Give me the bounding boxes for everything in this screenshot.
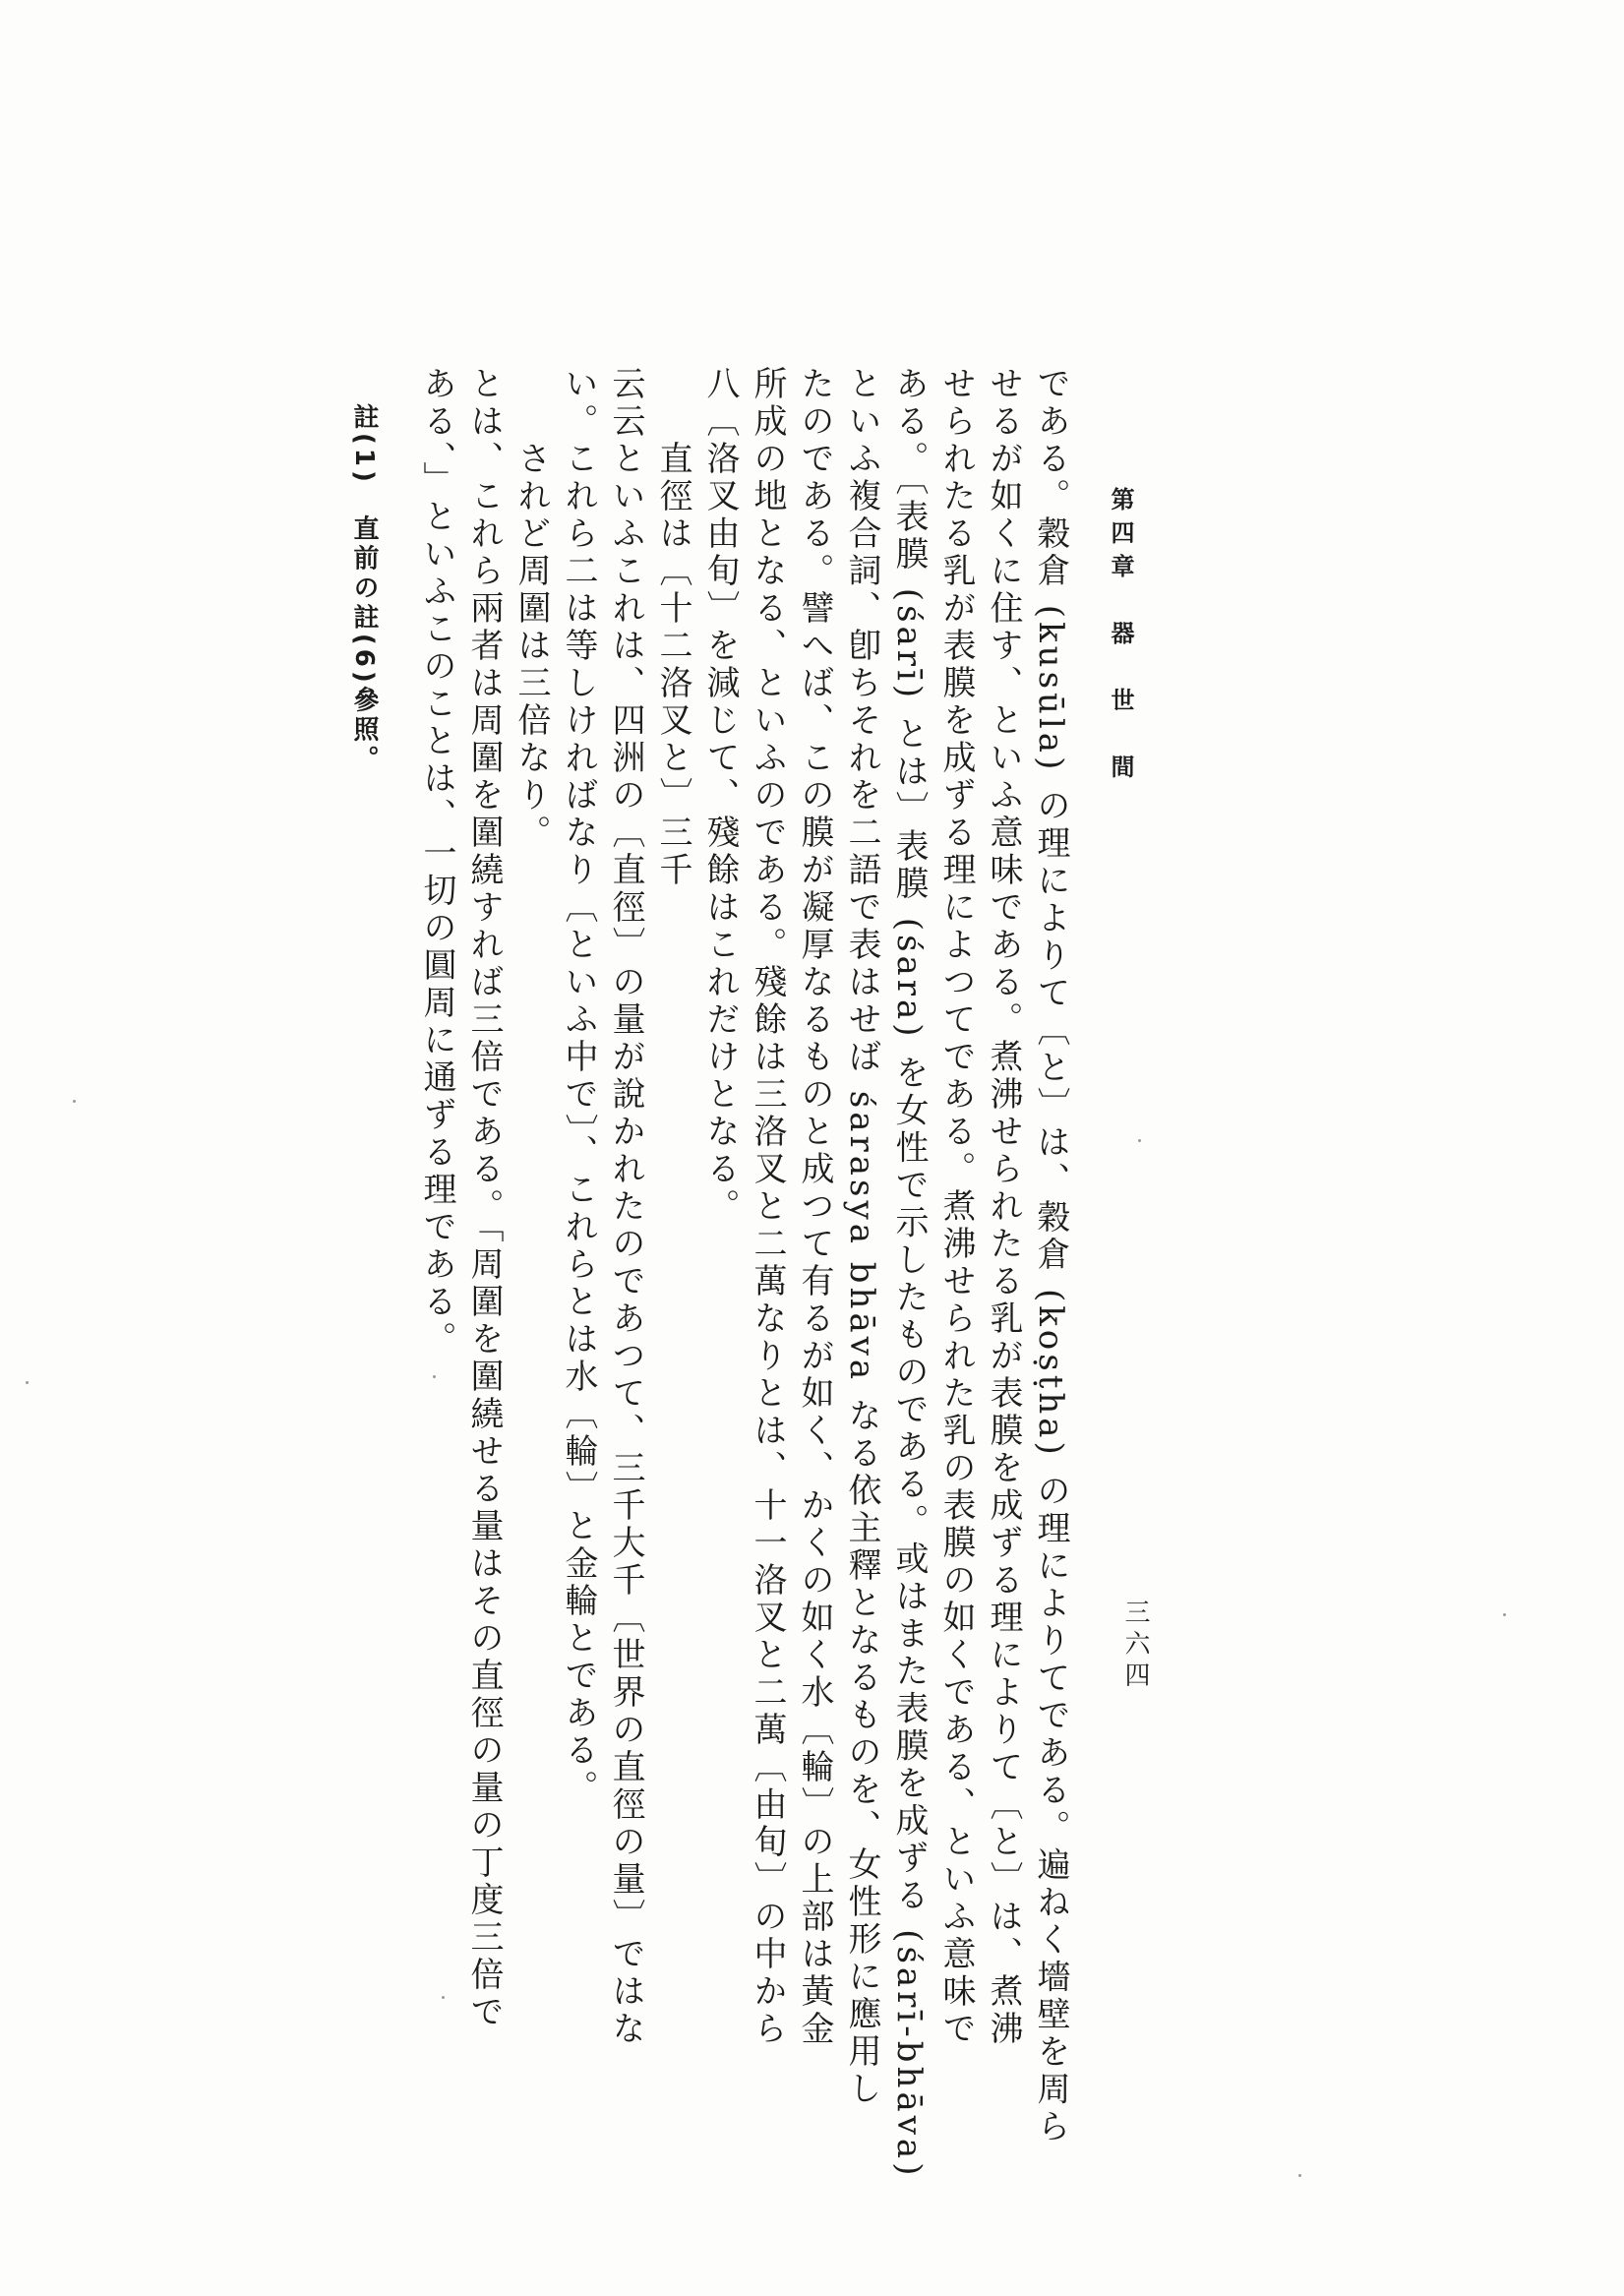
scan-speck [1138,1139,1141,1142]
text-column-7: 所成の地となる、といふのである。殘餘は三洛叉と二萬なりとは、十一洛叉と二萬〔由旬〕の中から [748,366,787,2048]
verse-line-1: 直徑は〔十二洛叉と〕三千 [653,366,692,889]
scan-speck [1503,1613,1506,1616]
scan-speck [26,1381,29,1384]
text-column-2: せるが如くに住す、といふ意味である。煮沸せられたる乳が表膜を成ずる理によりて〔と〕は、煮沸 [984,366,1023,2048]
verse-line-2: されど周圍は三倍なり。 [511,366,551,852]
scan-speck [73,1100,76,1103]
text-column-8: 八〔洛叉由旬〕を減じて、殘餘はこれだけとなる。 [700,366,740,1226]
running-head: 第四章 器 世 間 [1107,487,1134,788]
text-column-6: たのである。譬へば、この膜が凝厚なるものと成つて有るが如く、かくの如く水〔輪〕の上部は黃金 [795,366,834,2048]
text-column-11: い。これら二は等しければなり〔といふ中で〕、これらとは水〔輪〕と金輪とである。 [559,366,598,1807]
scan-speck [442,1996,445,1999]
page-number: 三六四 [1120,1599,1150,1693]
scan-speck [433,1375,436,1378]
text-column-13: とは、これら兩者は周圍を圍繞すれば三倍である。「周圍を圍繞せる量はその直徑の量の丁度三倍で [464,366,504,2031]
text-column-4: ある。〔表膜 (śarī) とは〕表膜 (śara) を女性で示したものである。或はまた表膜を成ずる (śarī-bhāva) [889,366,929,2180]
text-column-5: といふ複合詞、卽ちそれを二語で表はせば śarasya bhāva なる依主釋となるものを、女性形に應用し [842,366,881,2109]
footnote: 註(1) 直前の註(6)參照。 [349,403,379,775]
text-column-1: である。穀倉 (kusūla) の理によりて〔と〕は、穀倉 (koṣṭha) の理によりてである。遍ねく墻壁を周ら [1031,366,1070,2146]
text-column-10: 云云といふこれは、四洲の〔直徑〕の量が說かれたのであつて、三千大千〔世界の直徑の量〕ではな [606,366,645,2048]
text-column-3: せられたる乳が表膜を成ずる理によつてである。煮沸せられた乳の表膜の如くである、といふ意味で [936,366,976,2048]
text-column-14: ある、」といふこのことは、一切の圓周に通ずる理である。 [417,366,456,1359]
scan-speck [1298,2174,1301,2177]
